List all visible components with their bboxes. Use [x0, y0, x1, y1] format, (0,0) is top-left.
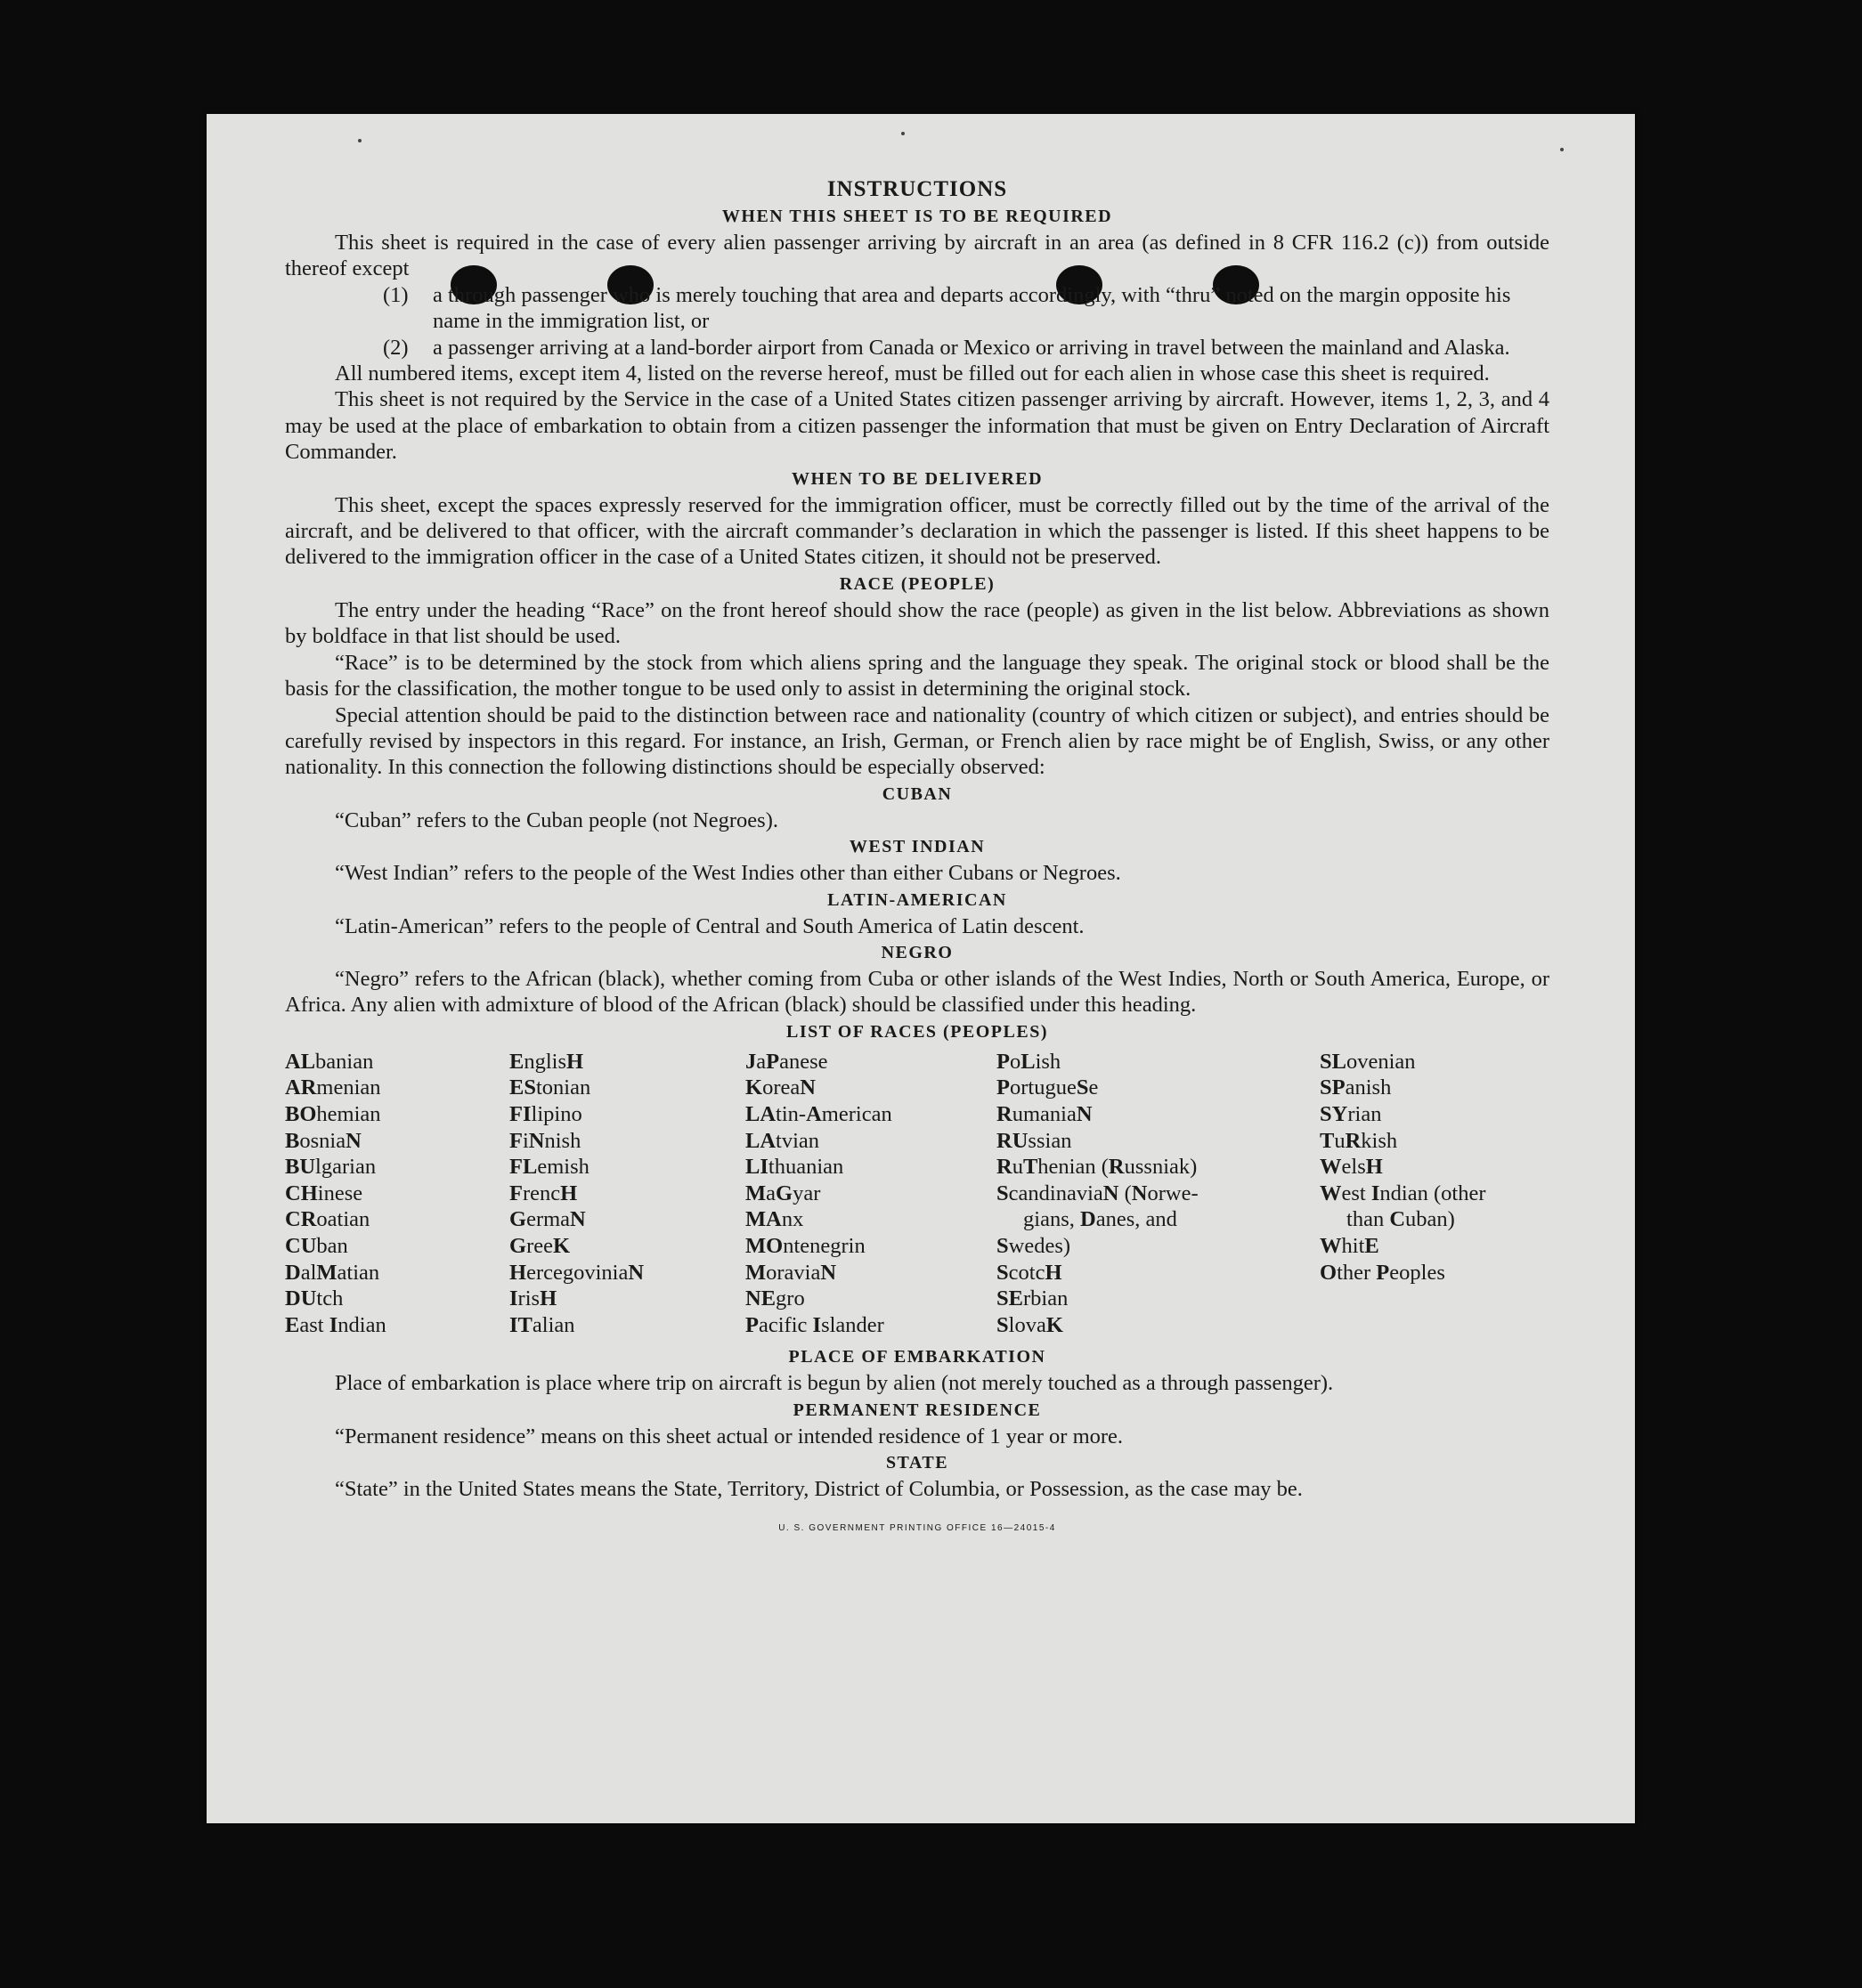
race-entry: FIlipino	[509, 1101, 582, 1126]
race-entry: gians, Danes, and	[1023, 1207, 1177, 1232]
printer-imprint: U. S. GOVERNMENT PRINTING OFFICE 16—24015-4	[778, 1522, 1056, 1533]
race-entry: ScotcH	[996, 1260, 1062, 1285]
race-entry: PoLish	[996, 1049, 1061, 1074]
race-entry: DalMatian	[285, 1260, 380, 1285]
paragraph: This sheet is required in the case of every alien passenger arriving by aircraft in an area (as defined in 8 CFR 116.2 (c)) from outside thereof except	[285, 231, 1549, 281]
item-number: (1)	[383, 282, 409, 307]
race-column	[509, 1049, 745, 1339]
paragraph: “State” in the United States means the State, Territory, District of Columbia, or Possession, as the case may be.	[335, 1477, 1303, 1502]
paper-speck	[358, 139, 362, 142]
race-entry: CUban	[285, 1233, 348, 1258]
race-column	[285, 1049, 509, 1339]
item-number: (2)	[383, 335, 409, 360]
race-column	[1320, 1049, 1551, 1339]
race-entry: ScandinaviaN (Norwe-	[996, 1181, 1199, 1205]
section-heading: WEST INDIAN	[849, 837, 986, 857]
race-entry: Swedes)	[996, 1233, 1071, 1258]
race-entry: LIthuanian	[745, 1155, 844, 1180]
race-entry: WhitE	[1320, 1233, 1379, 1258]
race-entry: IrisH	[509, 1286, 557, 1311]
race-entry: MAnx	[745, 1207, 804, 1232]
paragraph: “Race” is to be determined by the stock from which aliens spring and the language they speak. The original stock or blood shall be the basis for the classification, the mother tongue to be used only to assist in determining the original stock.	[285, 650, 1549, 702]
section-heading: PERMANENT RESIDENCE	[793, 1400, 1042, 1420]
section-heading: WHEN TO BE DELIVERED	[791, 468, 1044, 489]
race-entry: FLemish	[509, 1155, 589, 1180]
race-entry: MoraviaN	[745, 1260, 837, 1285]
race-entry: East Indian	[285, 1312, 386, 1337]
section-heading: CUBAN	[882, 783, 953, 804]
paragraph: “Permanent residence” means on this sheet actual or intended residence of 1 year or more.	[335, 1424, 1124, 1448]
section-heading: PLACE OF EMBARKATION	[788, 1347, 1046, 1367]
race-entry: SlovaK	[996, 1312, 1063, 1337]
race-entry: Other Peoples	[1320, 1260, 1445, 1285]
paragraph: “West Indian” refers to the people of the West Indies other than either Cubans or Negroes.	[335, 861, 1121, 886]
section-heading: NEGRO	[881, 942, 954, 962]
race-entry: GreeK	[509, 1233, 571, 1258]
race-entry: NEgro	[745, 1286, 805, 1311]
paragraph: “Cuban” refers to the Cuban people (not Negroes).	[335, 807, 778, 832]
race-entry: LAtvian	[745, 1128, 820, 1153]
race-entry: KoreaN	[745, 1075, 816, 1100]
paragraph: “Negro” refers to the African (black), whether coming from Cuba or other islands of the West Indies, North or South America, Europe, or Africa. Any alien with admixture of blood of the African (black) should be classified under this heading.	[285, 966, 1549, 1018]
race-entry: WelsH	[1320, 1155, 1383, 1180]
race-entry: RuThenian (Russniak)	[996, 1155, 1198, 1180]
section-heading: LIST OF RACES (PEOPLES)	[785, 1021, 1048, 1042]
race-entry: FrencH	[509, 1181, 578, 1205]
race-entry: DUtch	[285, 1286, 344, 1311]
race-entry: BosniaN	[285, 1128, 362, 1153]
race-entry: JaPanese	[745, 1049, 828, 1074]
race-entry: MOntenegrin	[745, 1233, 866, 1258]
race-entry: EnglisH	[509, 1049, 584, 1074]
paper-speck	[901, 132, 905, 135]
race-entry: West Indian (other	[1320, 1181, 1486, 1205]
paragraph: The entry under the heading “Race” on the front hereof should show the race (people) as given in the list below. Abbreviations as shown by boldface in that list should be used.	[285, 597, 1549, 649]
numbered-item	[285, 282, 1549, 335]
race-entry: HercegoviniaN	[509, 1260, 645, 1285]
race-entry: CRoatian	[285, 1207, 370, 1232]
race-column	[996, 1049, 1320, 1339]
form-sheet	[207, 114, 1635, 1823]
paragraph: This sheet, except the spaces expressly reserved for the immigration officer, must be correctly filled out by the time of the arrival of the aircraft, and be delivered to that officer, with the aircraft commander’s declaration in which the passenger is listed. If this sheet happens to be delivered to the immigration officer in the case of a United States citizen, it should not be preserved.	[285, 492, 1549, 570]
race-entry: EStonian	[509, 1075, 591, 1100]
race-entry: ITalian	[509, 1312, 575, 1337]
section-heading: LATIN-AMERICAN	[827, 889, 1007, 910]
race-column	[745, 1049, 996, 1339]
race-entry: SLovenian	[1320, 1049, 1416, 1074]
race-entry: BOhemian	[285, 1101, 381, 1126]
race-entry: GermaN	[509, 1207, 586, 1232]
race-entry: MaGyar	[745, 1181, 821, 1205]
paragraph: All numbered items, except item 4, listed on the reverse hereof, must be filled out for each alien in whose case this sheet is required.	[335, 361, 1490, 386]
item-text: a through passenger who is merely touching that area and departs accordingly, with “thru” noted on the margin opposite his name in the immigration list, or	[433, 282, 1511, 334]
race-entry: Pacific Islander	[745, 1312, 884, 1337]
race-entry: BUlgarian	[285, 1155, 377, 1180]
section-heading: WHEN THIS SHEET IS TO BE REQUIRED	[721, 207, 1113, 226]
race-entry: ALbanian	[285, 1049, 374, 1074]
race-entry: CHinese	[285, 1181, 363, 1205]
paragraph: This sheet is not required by the Service in the case of a United States citizen passenger arriving by aircraft. However, items 1, 2, 3, and 4 may be used at the place of embarkation to obtain from a citizen passenger the information that must be given on Entry Declaration of Aircraft Commander.	[285, 387, 1549, 465]
race-entry: than Cuban)	[1346, 1207, 1455, 1232]
race-list	[285, 1049, 1549, 1339]
race-entry: SYrian	[1320, 1101, 1382, 1126]
race-entry: ARmenian	[285, 1075, 381, 1100]
section-heading: RACE (PEOPLE)	[839, 573, 996, 594]
item-text: a passenger arriving at a land-border airport from Canada or Mexico or arriving in travel between the mainland and Alaska.	[433, 335, 1510, 360]
race-entry: PortugueSe	[996, 1075, 1099, 1100]
race-entry: LAtin-American	[745, 1101, 892, 1126]
race-entry: RumaniaN	[996, 1101, 1093, 1126]
race-entry: RUssian	[996, 1128, 1072, 1153]
race-entry: SErbian	[996, 1286, 1069, 1311]
numbered-item	[285, 335, 1549, 361]
paragraph: Special attention should be paid to the distinction between race and nationality (country of which citizen or subject), and entries should be carefully revised by inspectors in this regard. For instance, an Irish, German, or French alien by race might be of English, Swiss, or any other nationality. In this connection the following distinctions should be especially observed:	[285, 702, 1549, 780]
page-title: INSTRUCTIONS	[826, 177, 1008, 201]
race-entry: FiNnish	[509, 1128, 581, 1153]
paragraph: Place of embarkation is place where trip on aircraft is begun by alien (not merely touched as a through passenger).	[335, 1371, 1334, 1396]
paragraph: “Latin-American” refers to the people of Central and South America of Latin descent.	[335, 913, 1085, 938]
paper-speck	[1560, 148, 1564, 151]
instructions-text	[285, 176, 1549, 1541]
race-entry: TuRkish	[1320, 1128, 1398, 1153]
section-heading: STATE	[885, 1453, 949, 1473]
race-entry: SPanish	[1320, 1075, 1392, 1100]
